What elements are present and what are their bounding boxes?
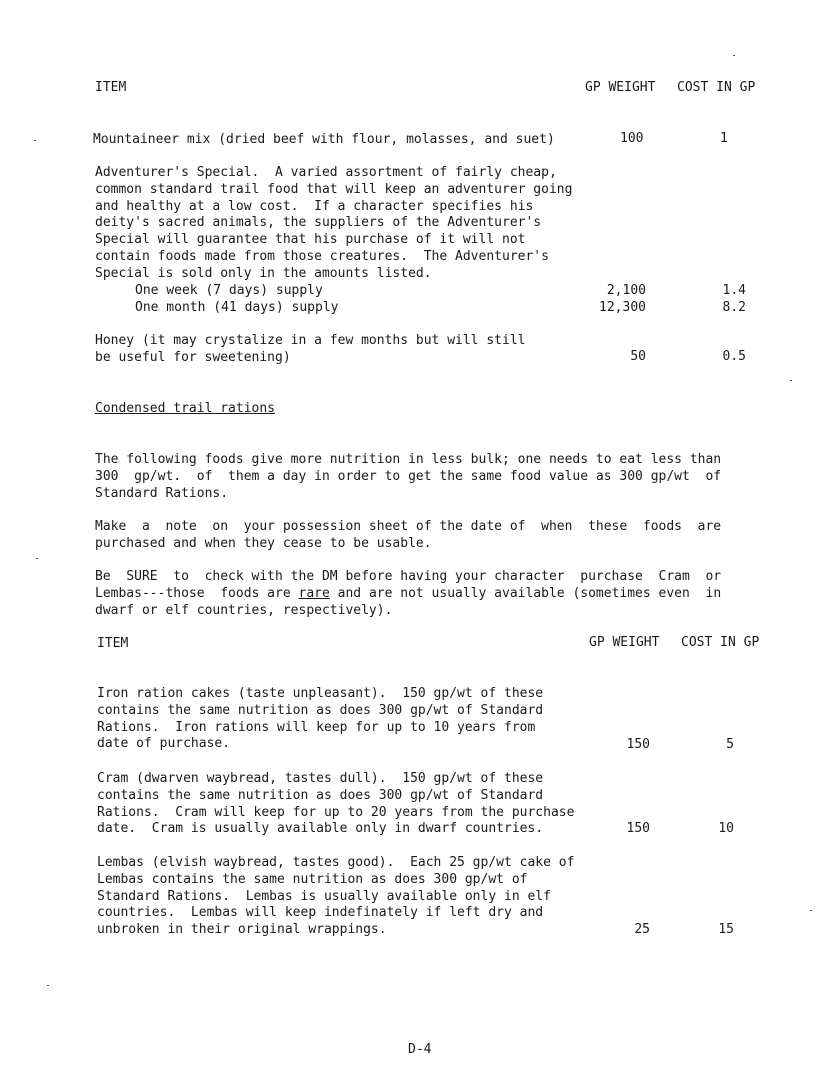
item-honey-weight: 50: [630, 349, 646, 364]
item-adventurer-description: Adventurer's Special. A varied assortment of fairly cheap, common standard trail food that will keep an adventurer going and healthy at a low cost. If a character specifies his deity's sacred animals, the suppliers of the Adventurer's Special will guarantee that his purchase of it will not contain foods made from those creatures. The Adventurer's Special is sold only in the amounts listed.: [95, 165, 573, 281]
item-lembas-weight: 25: [634, 922, 650, 937]
scan-speck: [790, 380, 792, 381]
item-adventurer-month-label: One month (41 days) supply: [135, 300, 339, 315]
item-mountaineer-weight: 100: [620, 131, 644, 146]
column-header-weight: GP WEIGHT: [585, 80, 656, 95]
item-mountaineer-text: Mountaineer mix (dried beef with flour, molasses, and suet): [93, 132, 555, 147]
item-cram-description: Cram (dwarven waybread, tastes dull). 150 gp/wt of these contains the same nutrition as does 300 gp/wt of Standard Rations. Cram will keep for up to 20 years from the purchase date. Cram is usually available only in dwarf countries.: [97, 771, 575, 837]
rare-word: rare: [298, 585, 330, 601]
column-header-cost: COST IN GP: [677, 80, 756, 95]
page-number: D-4: [408, 1042, 432, 1057]
item-lembas-description: Lembas (elvish waybread, tastes good). Each 25 gp/wt cake of Lembas contains the same nutrition as does 300 gp/wt of Standard Rations. Lembas is usually available only in elf countries. Lembas will keep indefinately if left dry and unbroken in their original wrappings.: [97, 855, 575, 938]
scan-speck: [810, 910, 812, 911]
scan-speck: [36, 558, 38, 559]
scan-speck: [34, 140, 36, 141]
paragraph-nutrition: The following foods give more nutrition in less bulk; one needs to eat less than 300 gp/wt. of them a day in order to get the same food value as 300 gp/wt of Standard Rations.: [95, 452, 722, 501]
item-adventurer-week-weight: 2,100: [606, 283, 646, 298]
column-header-weight-2: GP WEIGHT: [589, 635, 660, 650]
item-cram-cost: 10: [718, 821, 734, 836]
item-adventurer-month-cost: 8.2: [722, 300, 746, 315]
scan-speck: [47, 985, 49, 986]
column-header-item: ITEM: [95, 80, 127, 95]
item-mountaineer-cost: 1: [720, 131, 728, 146]
paragraph-warning: Be SURE to check with the DM before having your character purchase Cram or Lembas---those foods are rare and are not usually available (sometimes even in dwarf or elf countries, respectively).: [95, 569, 722, 618]
paragraph-note: Make a note on your possession sheet of the date of when these foods are purchased and when they cease to be usable.: [95, 519, 722, 551]
item-iron-description: Iron ration cakes (taste unpleasant). 150 gp/wt of these contains the same nutrition as does 300 gp/wt of Standard Rations. Iron rations will keep for up to 10 years from date of purchase.: [97, 686, 544, 752]
scan-speck: [733, 55, 735, 56]
item-cram-weight: 150: [626, 821, 650, 836]
item-iron-weight: 150: [626, 737, 650, 752]
section-title: Condensed trail rations: [95, 401, 276, 416]
item-honey-cost: 0.5: [722, 349, 746, 364]
column-header-cost-2: COST IN GP: [681, 635, 760, 650]
column-header-item-2: ITEM: [97, 636, 129, 651]
item-iron-cost: 5: [726, 737, 734, 752]
item-lembas-cost: 15: [718, 922, 734, 937]
item-adventurer-week-cost: 1.4: [722, 283, 746, 298]
item-honey-description: Honey (it may crystalize in a few months but will still be useful for sweetening): [95, 333, 526, 365]
item-adventurer-month-weight: 12,300: [599, 300, 646, 315]
item-adventurer-week-label: One week (7 days) supply: [135, 283, 323, 298]
